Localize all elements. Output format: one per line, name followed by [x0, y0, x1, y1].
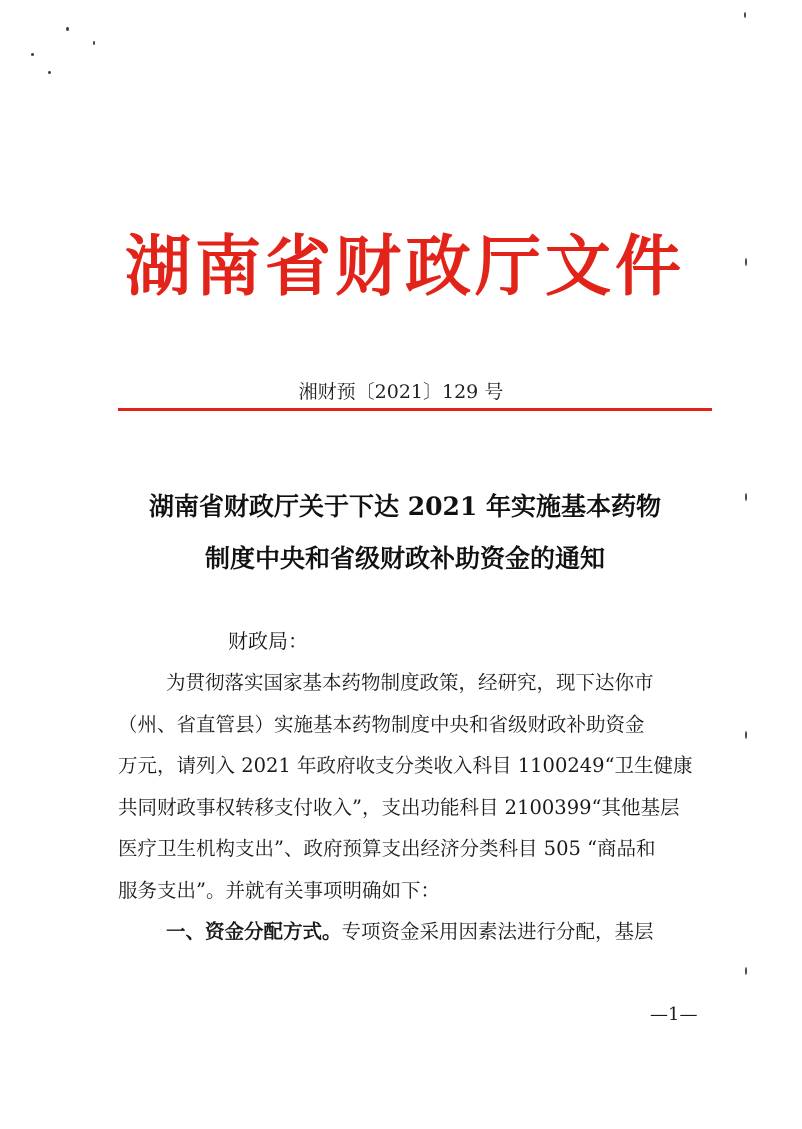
salutation: 财政局： [228, 629, 308, 653]
section-1-heading: 一、资金分配方式。 [166, 920, 342, 943]
section-1-text: 专项资金采用因素法进行分配，基层 [341, 920, 654, 943]
section-1-line [118, 911, 712, 953]
scan-speck [744, 12, 746, 18]
scan-speck [93, 41, 95, 45]
notice-title [100, 481, 710, 585]
red-divider-line [118, 408, 712, 411]
notice-title-line-2: 制度中央和省级财政补助资金的通知 [204, 544, 605, 573]
paragraph-line: 医疗卫生机构支出”、政府预算支出经济分类科目 505 “商品和 [118, 837, 656, 860]
paragraph-line: （州、省直管县）实施基本药物制度中央和省级财政补助资金 [118, 712, 645, 736]
paragraph-line: 为贯彻落实国家基本药物制度政策，经研究，现下达你市 [166, 671, 654, 694]
scan-speck [745, 493, 747, 501]
scan-speck [66, 27, 69, 31]
paragraph-line: 共同财政事权转移支付收入”，支出功能科目 2100399“其他基层 [118, 795, 680, 819]
paragraph-line: 万元，请列入 2021 年政府收支分类收入科目 1100249“卫生健康 [118, 754, 693, 777]
document-number: 湘财预〔2021〕129 号 [298, 381, 504, 403]
scan-speck [745, 967, 747, 975]
notice-title-line-1: 湖南省财政厅关于下达 2021 年实施基本药物 [149, 492, 661, 521]
scan-speck [745, 258, 747, 266]
scan-speck [745, 731, 747, 739]
scan-speck [48, 71, 51, 74]
page-number: —1— [650, 1004, 698, 1025]
scan-speck [31, 53, 34, 56]
body-text [118, 662, 712, 953]
paragraph-line: 服务支出”。并就有关事项明确如下： [118, 878, 440, 902]
org-document-title: 湖南省财政厅文件 [125, 228, 685, 305]
